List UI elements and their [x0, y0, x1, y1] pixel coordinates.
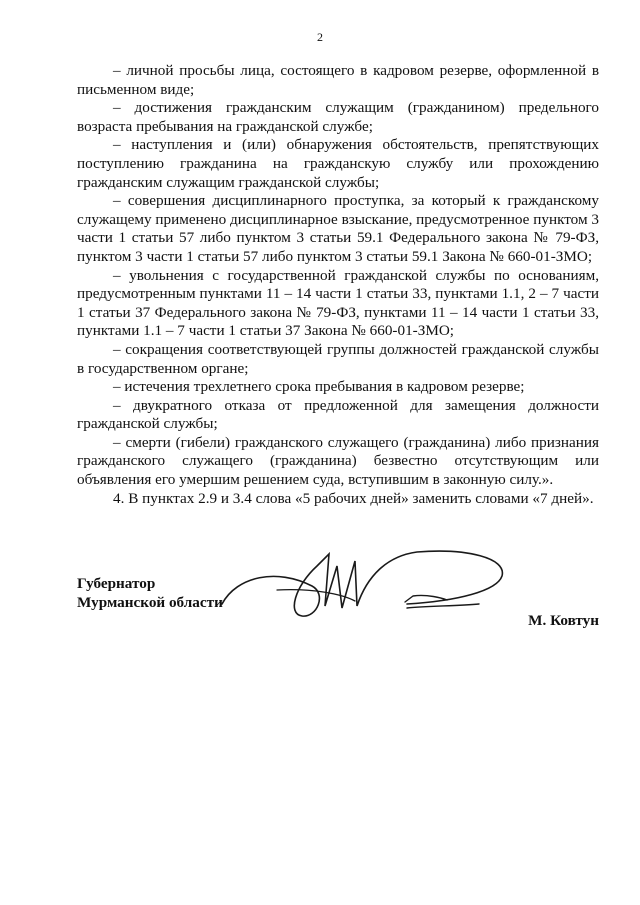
- handwritten-signature-icon: [217, 546, 517, 636]
- paragraph-age-limit: – достижения гражданским служащим (гражданином) предельного возраста пребывания на гражданской службе;: [77, 99, 599, 135]
- paragraph-reduction: – сокращения соответствующей группы должностей гражданской службы в государственном органе;: [77, 340, 599, 377]
- paragraph-death: – смерти (гибели) гражданского служащего (гражданина) либо признания гражданского служащего (гражданина) безвестно отсутствующим или объявления его умершим решением суда, вступившим в законную силу.».: [77, 433, 599, 489]
- paragraph-personal-request: – личной просьбы лица, состоящего в кадровом резерве, оформленной в письменном виде;: [77, 62, 599, 98]
- paragraph-disciplinary: – совершения дисциплинарного проступка, за который к гражданскому служащему применено дисциплинарное взыскание, предусмотренное пунктом 3 части 1 статьи 57 либо пунктом 3 статьи 59.1 Федерального закона № 79-ФЗ, пунктом 3 части 1 статьи 57 либо пунктом 3 статьи 59.1 Закона № 660-01-ЗМО;: [77, 192, 599, 265]
- paragraph-dismissal: – увольнения с государственной гражданской службы по основаниям, предусмотренным пунктами 11 – 14 части 1 статьи 33, пунктами 1.1, 2 – 7 части 1 статьи 37 Федерального закона № 79-ФЗ, пунктами 11 – 14 части 1 статьи 33, пунктами 1.1 – 7 части 1 статьи 37 Закона № 660-01-ЗМО;: [77, 266, 599, 340]
- signatory-title-line2: Мурманской области: [77, 594, 223, 611]
- paragraph-double-refusal: – двукратного отказа от предложенной для замещения должности гражданской службы;: [77, 396, 599, 433]
- paragraph-expiry: – истечения трехлетнего срока пребывания в кадровом резерве;: [113, 378, 525, 396]
- signatory-title: [77, 574, 223, 612]
- paragraph-item-4: 4. В пунктах 2.9 и 3.4 слова «5 рабочих дней» заменить словами «7 дней».: [113, 489, 594, 507]
- signatory-name: М. Ковтун: [528, 612, 599, 629]
- signatory-title-line1: Губернатор: [77, 575, 156, 592]
- page-number: 2: [317, 30, 323, 44]
- document-body: [77, 62, 599, 508]
- paragraph-circumstances: – наступления и (или) обнаружения обстоятельств, препятствующих поступлению гражданина на гражданскую службу или прохождению гражданским служащим гражданской службы;: [77, 136, 599, 191]
- signature-block: [77, 572, 599, 642]
